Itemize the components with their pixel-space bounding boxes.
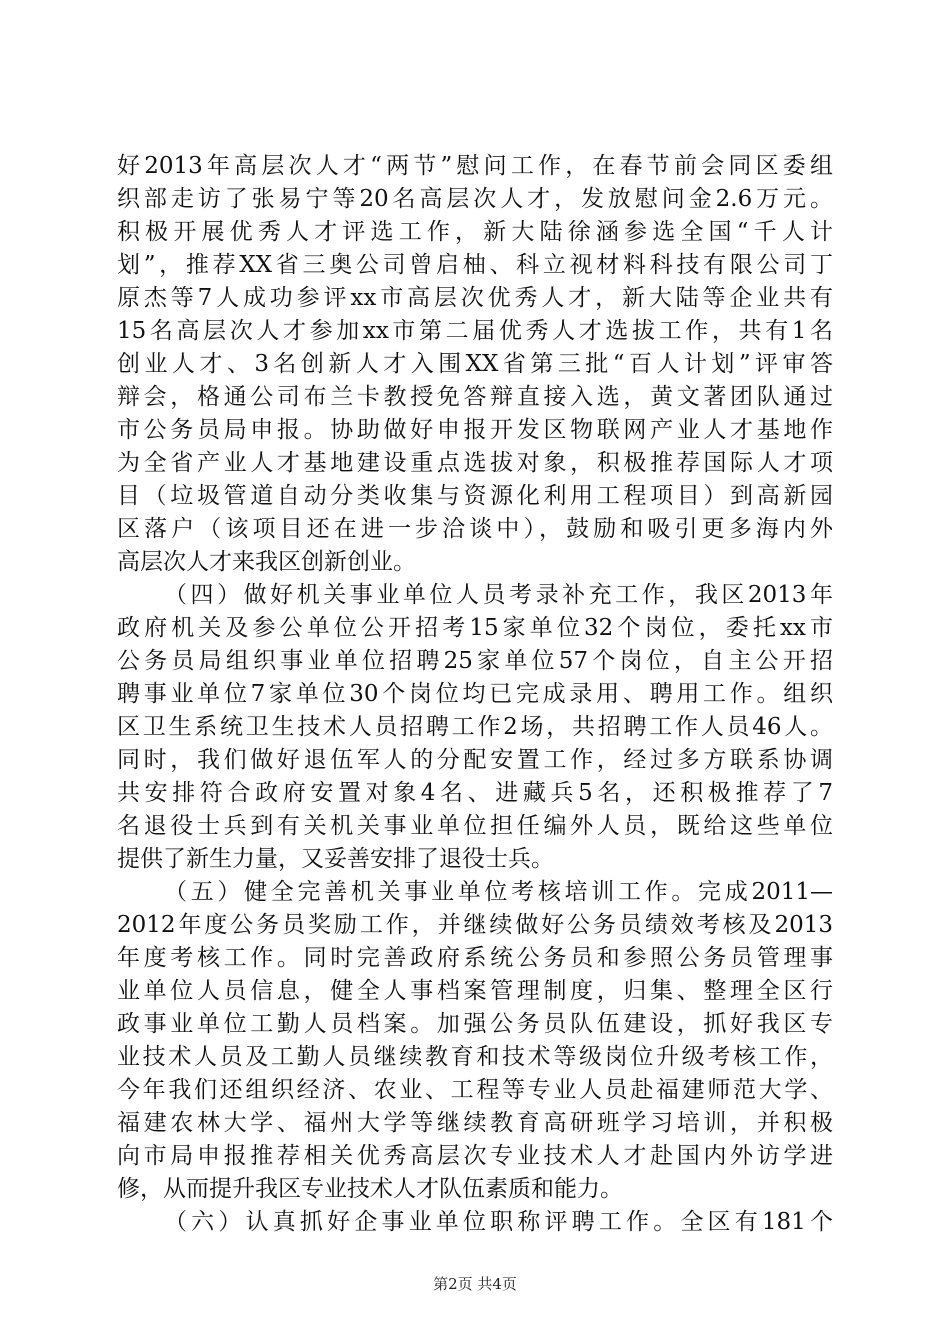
text-line: 15名高层次人才参加xx市第二届优秀人才选拔工作，共有1名 [117, 318, 833, 344]
text-line: 辩会，格通公司布兰卡教授免答辩直接入选，黄文著团队通过 [117, 384, 833, 410]
text-line: 名退役士兵到有关机关事业单位担任编外人员，既给这些单位 [117, 813, 833, 839]
text-line: 划”，推荐XX省三奥公司曾启柚、科立视材料科技有限公司丁 [117, 252, 833, 278]
text-line: 为全省产业人才基地建设重点选拔对象，积极推荐国际人才项 [117, 450, 833, 476]
text-line: 2012年度公务员奖励工作，并继续做好公务员绩效考核及2013 [117, 912, 833, 938]
text-line: 原杰等7人成功参评xx市高层次优秀人才，新大陆等企业共有 [117, 285, 833, 311]
text-line: 区落户（该项目还在进一步洽谈中），鼓励和吸引更多海内外 [117, 516, 833, 542]
text-line: 高层次人才来我区创新创业。 [117, 549, 416, 575]
text-line: 业单位人员信息，健全人事档案管理制度，归集、整理全区行 [117, 978, 833, 1004]
text-line: 年度考核工作。同时完善政府系统公务员和参照公务员管理事 [117, 945, 833, 971]
text-line: 向市局申报推荐相关优秀高层次专业技术人才赴国内外访学进 [117, 1143, 833, 1169]
text-line: 政府机关及参公单位公开招考15家单位32个岗位，委托xx市 [117, 615, 833, 641]
text-line: 积极开展优秀人才评选工作，新大陆徐涵参选全国“千人计 [117, 219, 833, 245]
text-line: 公务员局组织事业单位招聘25家单位57个岗位，自主公开招 [117, 648, 833, 674]
text-line: 业技术人员及工勤人员继续教育和技术等级岗位升级考核工作， [117, 1044, 833, 1070]
text-line: 市公务员局申报。协助做好申报开发区物联网产业人才基地作 [117, 417, 833, 443]
body-text [117, 150, 833, 1239]
text-line: 聘事业单位7家单位30个岗位均已完成录用、聘用工作。组织 [117, 681, 833, 707]
text-line: 好2013年高层次人才“两节”慰问工作，在春节前会同区委组 [117, 153, 833, 179]
text-line: 创业人才、3名创新人才入围XX省第三批“百人计划”评审答 [117, 351, 833, 377]
paragraph-5-start: （五）健全完善机关事业单位考核培训工作。完成2011— [164, 879, 833, 905]
text-line: 修，从而提升我区专业技术人才队伍素质和能力。 [117, 1176, 623, 1202]
text-line: 政事业单位工勤人员档案。加强公务员队伍建设，抓好我区专 [117, 1011, 833, 1037]
paragraph-6-start: （六）认真抓好企事业单位职称评聘工作。全区有181个 [164, 1209, 833, 1235]
text-line: 共安排符合政府安置对象4名、进藏兵5名，还积极推荐了7 [117, 780, 833, 806]
text-line: 今年我们还组织经济、农业、工程等专业人员赴福建师范大学、 [117, 1077, 833, 1103]
text-line: 区卫生系统卫生技术人员招聘工作2场，共招聘工作人员46人。 [117, 714, 833, 740]
text-line: 福建农林大学、福州大学等继续教育高研班学习培训，并积极 [117, 1110, 833, 1136]
page-footer: 第2页 共4页 [433, 1275, 517, 1293]
text-line: 同时，我们做好退伍军人的分配安置工作，经过多方联系协调 [117, 747, 833, 773]
paragraph-4-start: （四）做好机关事业单位人员考录补充工作，我区2013年 [164, 582, 833, 608]
text-line: 提供了新生力量，又妥善安排了退役士兵。 [117, 846, 554, 872]
text-line: 目（垃圾管道自动分类收集与资源化利用工程项目）到高新园 [117, 483, 833, 509]
text-line: 织部走访了张易宁等20名高层次人才，发放慰问金2.6万元。 [117, 186, 833, 212]
